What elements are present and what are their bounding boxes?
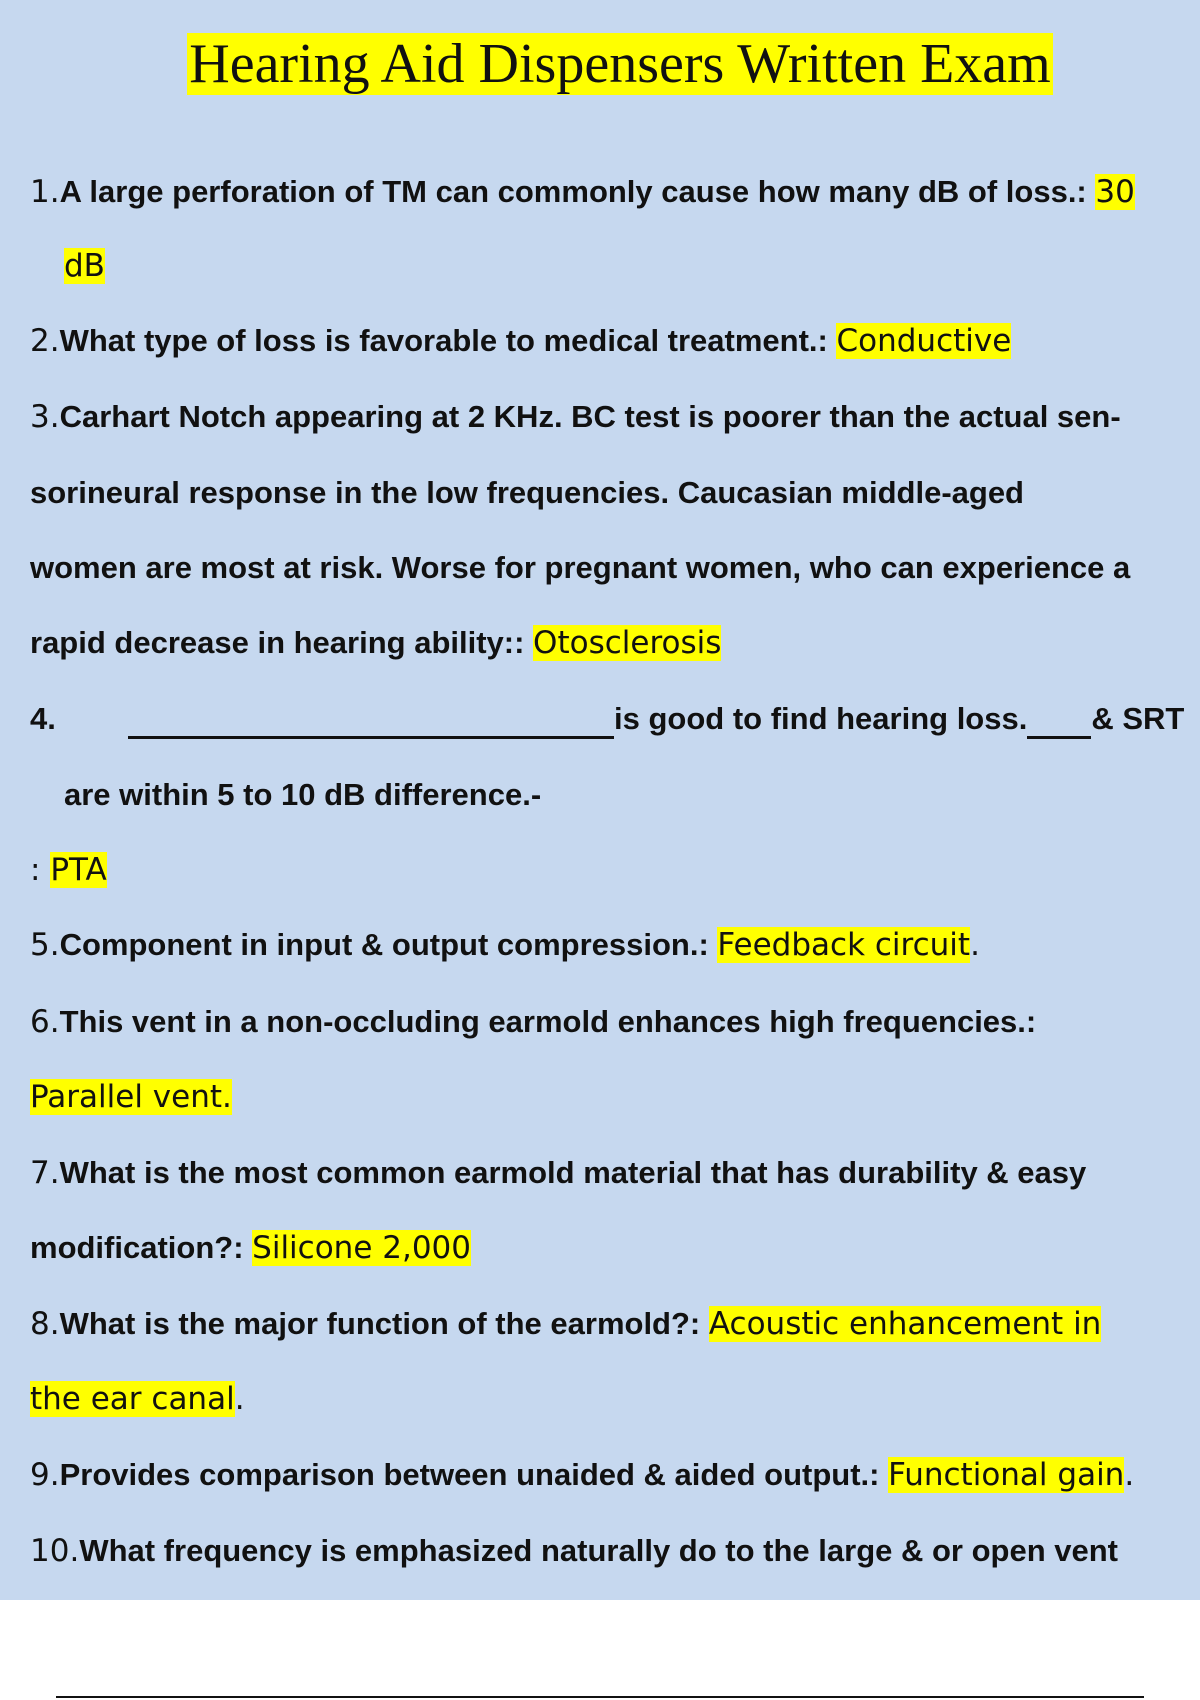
- page-title: [0, 30, 1200, 98]
- question-text: are within 5 to 10 dB difference.-: [64, 777, 542, 812]
- answer-highlight: Parallel vent.: [30, 1079, 232, 1115]
- question-text: A large perforation of TM can commonly cause how many dB of loss.:: [59, 174, 1096, 209]
- question-3: [30, 397, 1121, 437]
- question-7: [30, 1153, 1086, 1193]
- question-text: What is the major function of the earmold?:: [59, 1306, 709, 1341]
- question-number: 4.: [30, 701, 56, 736]
- question-1-cont: [64, 246, 105, 286]
- answer-highlight: dB: [64, 248, 105, 284]
- question-3-cont: [30, 473, 1024, 513]
- answer-suffix: .: [234, 1381, 245, 1417]
- question-6-answer: [30, 1077, 232, 1117]
- question-number: 8.: [30, 1306, 60, 1342]
- question-text: This vent in a non-occluding earmold enhances high frequencies.:: [59, 1004, 1037, 1039]
- question-text: Carhart Notch appearing at 2 KHz. BC test is poorer than the actual sen-: [59, 399, 1121, 434]
- question-text: women are most at risk. Worse for pregnant women, who can experience a: [30, 550, 1131, 585]
- question-number: 2.: [30, 323, 60, 359]
- question-8-cont: [30, 1379, 245, 1419]
- question-text: rapid decrease in hearing ability::: [30, 625, 534, 660]
- question-9: [30, 1455, 1134, 1495]
- question-number: 6.: [30, 1004, 60, 1040]
- answer-prefix: :: [30, 852, 51, 888]
- question-5: [30, 925, 980, 965]
- question-text: What frequency is emphasized naturally do to the large & or open vent: [79, 1533, 1118, 1568]
- fill-in-blank: [128, 704, 614, 739]
- question-8: [30, 1304, 1101, 1344]
- answer-highlight: PTA: [50, 852, 107, 888]
- answer-highlight: Acoustic enhancement in: [708, 1306, 1102, 1342]
- fill-in-blank: [1027, 704, 1091, 739]
- question-3-cont: [30, 623, 721, 663]
- question-number: 5.: [30, 927, 60, 963]
- question-number: 3.: [30, 399, 60, 435]
- page-divider: [56, 1696, 1144, 1698]
- question-number: 9.: [30, 1457, 60, 1493]
- question-10: [30, 1531, 1118, 1571]
- question-number: 7.: [30, 1155, 60, 1191]
- answer-highlight: 30: [1095, 174, 1135, 210]
- question-text: & SRT: [1091, 701, 1185, 736]
- question-4-cont: [64, 775, 541, 815]
- question-1: [30, 172, 1135, 212]
- answer-suffix: .: [1124, 1457, 1135, 1493]
- question-3-cont: [30, 548, 1130, 588]
- answer-suffix: .: [970, 927, 980, 963]
- answer-highlight: Functional gain: [888, 1457, 1125, 1493]
- question-text: What type of loss is favorable to medical treatment.:: [59, 323, 837, 358]
- question-text: Provides comparison between unaided & aided output.:: [59, 1457, 889, 1492]
- answer-highlight: Otosclerosis: [533, 625, 722, 661]
- answer-highlight: Feedback circuit: [717, 927, 971, 963]
- question-text: What is the most common earmold material that has durability & easy: [59, 1155, 1087, 1190]
- question-number: 1.: [30, 174, 60, 210]
- answer-highlight: Silicone 2,000: [252, 1230, 472, 1266]
- page-title-text: Hearing Aid Dispensers Written Exam: [189, 33, 1051, 95]
- answer-highlight: Conductive: [836, 323, 1012, 359]
- question-6: [30, 1002, 1036, 1042]
- question-number: 10.: [30, 1533, 80, 1569]
- question-2: [30, 321, 1011, 361]
- question-4-body: [128, 699, 1184, 739]
- question-7-cont: [30, 1228, 471, 1268]
- question-text: modification?:: [30, 1230, 253, 1265]
- answer-highlight: the ear canal: [30, 1381, 235, 1417]
- question-text: Component in input & output compression.:: [59, 927, 718, 962]
- question-4-answer: [30, 850, 107, 890]
- question-text: sorineural response in the low frequencies. Caucasian middle-aged: [30, 475, 1024, 510]
- question-text: is good to find hearing loss.: [614, 701, 1028, 736]
- question-4: [30, 699, 56, 739]
